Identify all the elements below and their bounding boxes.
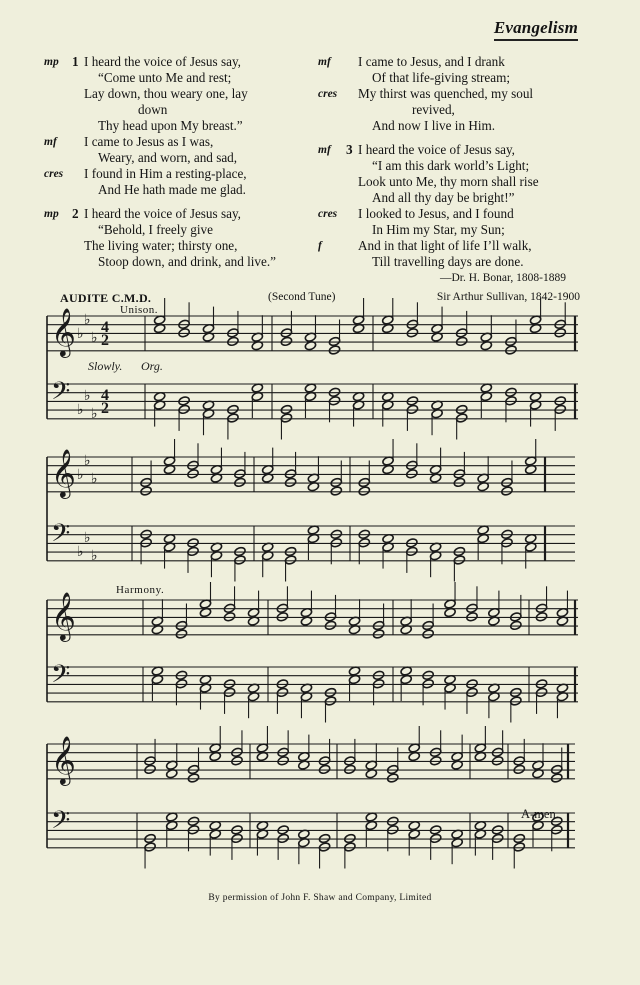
note-head bbox=[227, 336, 239, 346]
lyric-text: Look unto Me, thy morn shall rise bbox=[358, 174, 539, 189]
lyric-text: Stoop down, and drink, and live.” bbox=[98, 254, 277, 269]
note-head bbox=[554, 404, 566, 414]
lyric-text: I heard the voice of Jesus say, bbox=[358, 142, 515, 157]
note-head bbox=[510, 620, 522, 630]
note-head bbox=[513, 842, 525, 852]
note-head bbox=[554, 328, 566, 338]
note-head bbox=[406, 328, 418, 338]
flat-icon: ♭ bbox=[84, 453, 91, 469]
note-head bbox=[144, 842, 156, 852]
flat-icon: ♭ bbox=[77, 467, 84, 483]
dynamic-marking: f bbox=[318, 240, 322, 252]
note-head bbox=[455, 404, 467, 414]
note-head bbox=[513, 833, 525, 843]
note-head bbox=[140, 486, 152, 496]
flat-icon: ♭ bbox=[84, 530, 91, 546]
note-head bbox=[140, 538, 152, 548]
note-head bbox=[280, 404, 292, 414]
note-head bbox=[429, 756, 441, 766]
note-head bbox=[284, 546, 296, 556]
treble-clef-icon: 𝄞 bbox=[51, 448, 76, 497]
note-head bbox=[453, 546, 465, 556]
time-signature-icon: 2 bbox=[101, 400, 109, 417]
lyric-text: Till travelling days are done. bbox=[372, 254, 524, 269]
flat-icon: ♭ bbox=[77, 402, 84, 418]
amen-label: A-men. bbox=[521, 807, 559, 821]
lyric-text: I found in Him a resting-place, bbox=[84, 166, 247, 181]
note-head bbox=[344, 833, 356, 843]
note-head bbox=[501, 486, 513, 496]
lyric-text: Of that life-giving stream; bbox=[372, 70, 511, 85]
note-head bbox=[358, 486, 370, 496]
dynamic-marking: cres bbox=[318, 88, 338, 100]
note-head bbox=[510, 696, 522, 706]
lyric-text: My thirst was quenched, my soul bbox=[358, 86, 534, 101]
lyric-text: down bbox=[138, 102, 168, 117]
note-head bbox=[187, 764, 199, 774]
note-head bbox=[187, 469, 199, 479]
lyric-text: I heard the voice of Jesus say, bbox=[84, 54, 241, 69]
note-head bbox=[501, 477, 513, 487]
note-head bbox=[324, 696, 336, 706]
note-head bbox=[501, 538, 513, 548]
note-head bbox=[422, 629, 434, 639]
note-head bbox=[175, 620, 187, 630]
lyric-text: And in that light of life I’ll walk, bbox=[358, 238, 532, 253]
note-head bbox=[284, 555, 296, 565]
verse-number: 2 bbox=[72, 206, 79, 221]
note-head bbox=[491, 833, 503, 843]
note-head bbox=[551, 764, 563, 774]
lyric-text: Thy head upon My breast.” bbox=[98, 118, 243, 133]
bass-clef-icon: 𝄢 bbox=[51, 377, 71, 412]
bass-clef-icon: 𝄢 bbox=[51, 660, 71, 695]
note-head bbox=[466, 612, 478, 622]
lyric-text: I heard the voice of Jesus say, bbox=[84, 206, 241, 221]
note-head bbox=[175, 679, 187, 689]
note-head bbox=[318, 833, 330, 843]
note-head bbox=[330, 477, 342, 487]
note-head bbox=[372, 629, 384, 639]
note-head bbox=[535, 687, 547, 697]
verse-number: 3 bbox=[346, 142, 353, 157]
note-head bbox=[422, 620, 434, 630]
note-head bbox=[277, 833, 289, 843]
note-head bbox=[406, 469, 418, 479]
composer-credit: Sir Arthur Sullivan, 1842-1900 bbox=[436, 291, 580, 303]
lyric-text: And all thy day be bright!” bbox=[372, 190, 515, 205]
note-head bbox=[227, 404, 239, 414]
note-head bbox=[280, 413, 292, 423]
note-head bbox=[551, 825, 563, 835]
treble-clef-icon: 𝄞 bbox=[51, 735, 76, 784]
second-tune-label: (Second Tune) bbox=[268, 291, 336, 303]
time-signature-icon: 4 bbox=[101, 387, 109, 404]
note-head bbox=[318, 842, 330, 852]
lyric-text: revived, bbox=[412, 102, 455, 117]
note-head bbox=[344, 764, 356, 774]
section-title: Evangelism bbox=[494, 18, 578, 41]
note-head bbox=[429, 833, 441, 843]
dynamic-marking: mp bbox=[44, 208, 59, 220]
lyric-text: “Come unto Me and rest; bbox=[98, 70, 232, 85]
note-head bbox=[358, 477, 370, 487]
organ-marking: Org. bbox=[141, 359, 163, 373]
flat-icon: ♭ bbox=[77, 326, 84, 342]
note-head bbox=[231, 833, 243, 843]
lyric-text: I looked to Jesus, and I found bbox=[358, 206, 514, 221]
note-head bbox=[187, 546, 199, 556]
note-head bbox=[234, 555, 246, 565]
flat-icon: ♭ bbox=[84, 388, 91, 404]
note-head bbox=[358, 538, 370, 548]
dynamic-marking: mp bbox=[44, 56, 59, 68]
note-head bbox=[234, 477, 246, 487]
note-head bbox=[387, 825, 399, 835]
time-signature-icon: 2 bbox=[101, 332, 109, 349]
note-head bbox=[505, 336, 517, 346]
tune-name: AUDITE C.M.D. bbox=[60, 291, 152, 305]
verse-number: 1 bbox=[72, 54, 79, 69]
time-signature-icon: 4 bbox=[101, 319, 109, 336]
note-head bbox=[330, 486, 342, 496]
note-head bbox=[535, 612, 547, 622]
note-head bbox=[422, 679, 434, 689]
harmony-label: Harmony. bbox=[116, 584, 165, 596]
note-head bbox=[187, 825, 199, 835]
note-head bbox=[330, 538, 342, 548]
bass-clef-icon: 𝄢 bbox=[51, 806, 71, 841]
note-head bbox=[387, 773, 399, 783]
note-head bbox=[187, 773, 199, 783]
note-head bbox=[387, 764, 399, 774]
flat-icon: ♭ bbox=[84, 312, 91, 328]
note-head bbox=[491, 756, 503, 766]
note-head bbox=[231, 756, 243, 766]
treble-clef-icon: 𝄞 bbox=[51, 591, 76, 640]
note-head bbox=[144, 764, 156, 774]
note-head bbox=[328, 396, 340, 406]
note-head bbox=[324, 620, 336, 630]
note-head bbox=[178, 328, 190, 338]
note-head bbox=[144, 833, 156, 843]
note-head bbox=[276, 612, 288, 622]
dynamic-marking: cres bbox=[44, 168, 64, 180]
note-head bbox=[234, 546, 246, 556]
note-head bbox=[505, 396, 517, 406]
note-head bbox=[372, 679, 384, 689]
note-head bbox=[551, 773, 563, 783]
lyric-text: I came to Jesus as I was, bbox=[84, 134, 214, 149]
lyric-text: And now I live in Him. bbox=[372, 118, 496, 133]
tempo-marking: Slowly. bbox=[88, 359, 123, 373]
note-head bbox=[318, 764, 330, 774]
note-head bbox=[453, 555, 465, 565]
note-head bbox=[455, 336, 467, 346]
note-head bbox=[284, 477, 296, 487]
dynamic-marking: mf bbox=[44, 136, 57, 148]
permission-notice: By permission of John F. Shaw and Company, Limited bbox=[208, 893, 432, 903]
note-head bbox=[223, 687, 235, 697]
note-head bbox=[276, 687, 288, 697]
lyric-text: And He hath made me glad. bbox=[98, 182, 246, 197]
dynamic-marking: cres bbox=[318, 208, 338, 220]
flat-icon: ♭ bbox=[77, 544, 84, 560]
note-head bbox=[178, 404, 190, 414]
unison-label: Unison. bbox=[120, 304, 159, 316]
note-head bbox=[223, 612, 235, 622]
note-head bbox=[280, 336, 292, 346]
flat-icon: ♭ bbox=[91, 548, 98, 564]
note-head bbox=[455, 413, 467, 423]
lyric-text: The living water; thirsty one, bbox=[84, 238, 238, 253]
note-head bbox=[277, 756, 289, 766]
author-dates: 1808-1889 bbox=[516, 272, 566, 284]
note-head bbox=[505, 345, 517, 355]
flat-icon: ♭ bbox=[91, 471, 98, 487]
lyric-text: In Him my Star, my Sun; bbox=[372, 222, 505, 237]
lyric-text: “Behold, I freely give bbox=[98, 222, 213, 237]
note-head bbox=[227, 413, 239, 423]
treble-clef-icon: 𝄞 bbox=[51, 307, 76, 356]
flat-icon: ♭ bbox=[91, 330, 98, 346]
lyric-text: Lay down, thou weary one, lay bbox=[84, 86, 248, 101]
note-head bbox=[406, 404, 418, 414]
lyric-text: Weary, and worn, and sad, bbox=[98, 150, 238, 165]
note-head bbox=[513, 764, 525, 774]
note-head bbox=[510, 687, 522, 697]
note-head bbox=[328, 336, 340, 346]
lyric-text: “I am this dark world’s Light; bbox=[372, 158, 530, 173]
bass-clef-icon: 𝄢 bbox=[51, 519, 71, 554]
dynamic-marking: mf bbox=[318, 56, 331, 68]
note-head bbox=[406, 546, 418, 556]
lyric-text: I came to Jesus, and I drank bbox=[358, 54, 505, 69]
dynamic-marking: mf bbox=[318, 144, 331, 156]
note-head bbox=[328, 345, 340, 355]
note-head bbox=[175, 629, 187, 639]
author-name: —Dr. H. Bonar, bbox=[439, 272, 514, 284]
note-head bbox=[140, 477, 152, 487]
note-head bbox=[344, 842, 356, 852]
note-head bbox=[466, 687, 478, 697]
note-head bbox=[372, 620, 384, 630]
note-head bbox=[324, 687, 336, 697]
flat-icon: ♭ bbox=[91, 406, 98, 422]
note-head bbox=[453, 477, 465, 487]
